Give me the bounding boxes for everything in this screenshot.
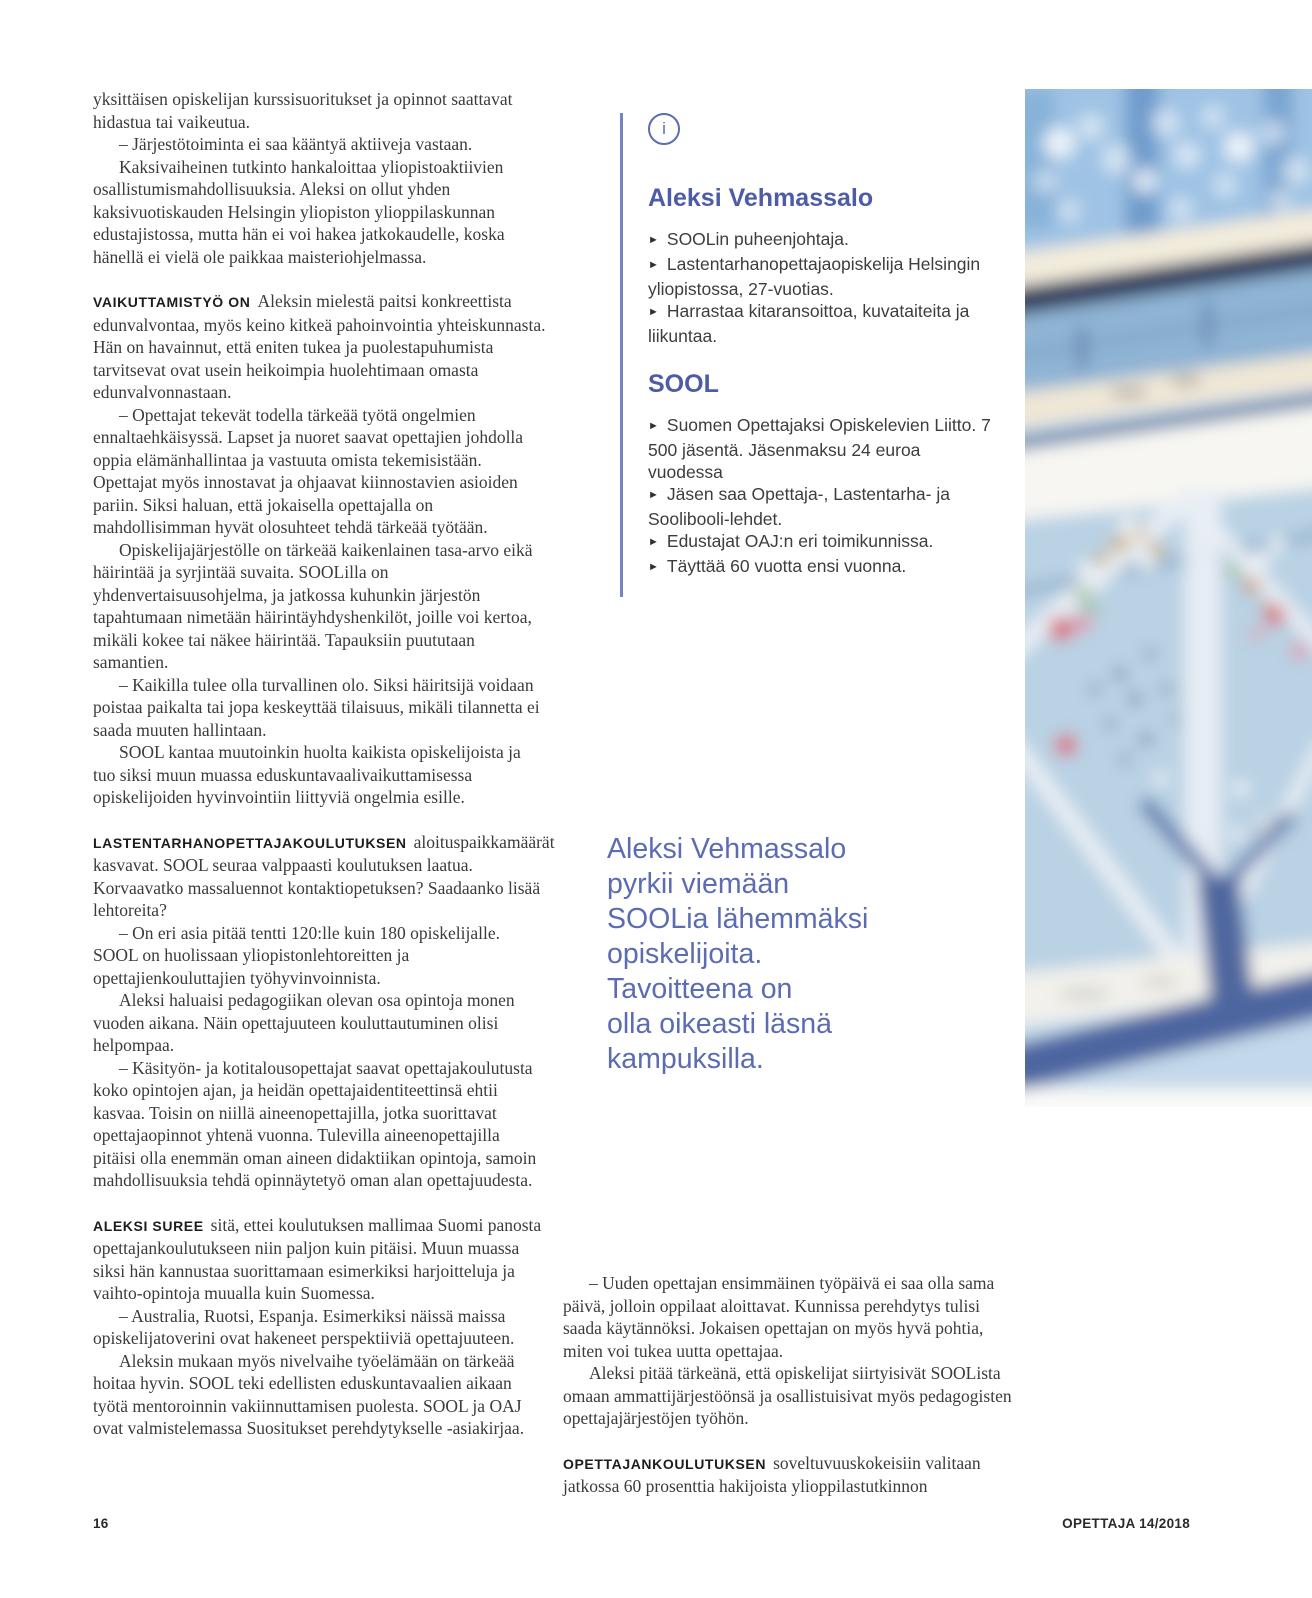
paragraph: Aleksi haluaisi pedagogiikan olevan osa opintoja monen vuoden aikana. Näin opettajuuteen kouluttautuminen olisi helpompaa. [93, 990, 515, 1055]
bullet-arrow-icon: ► [648, 561, 659, 573]
footer-magazine-issue: OPETTAJA 14/2018 [1062, 1516, 1190, 1531]
quote-line: Tavoitteena on [607, 973, 793, 1005]
paragraph [563, 1452, 1019, 1498]
info-bullet-list [648, 228, 1000, 347]
photo-illustration [1025, 89, 1312, 1107]
bullet-arrow-icon: ► [648, 420, 659, 432]
lead-in: OPETTAJANKOULUTUKSEN [563, 1455, 767, 1472]
page-footer [93, 1516, 1190, 1531]
paragraph: Aleksin mukaan myös nivelvaihe työelämään on tärkeää hoitaa hyvin. SOOL teki edellisten eduskuntavaalien aikaan työtä mentoroinnin vakiinnuttamisen puolesta. SOOL ja OAJ ovat valmistelemassa Suositukset perehdytykselle -asiakirjaa. [93, 1350, 525, 1438]
lead-in: ALEKSI SUREE [93, 1217, 204, 1234]
info-bullet [648, 228, 1000, 253]
article-photo [1025, 89, 1312, 1107]
info-box [620, 113, 1000, 597]
info-bullet [648, 483, 1000, 530]
paragraph [93, 1214, 546, 1305]
info-bullet [648, 530, 1000, 555]
paragraph: Opiskelijajärjestölle on tärkeää kaikenlainen tasa-arvo eikä häirintää ja syrjintää suvaita. SOOLilla on yhdenvertaisuusohjelma, ja jatkossa kuhunkin järjestön tapahtumaan nimetään häirintäyhdyshenkilöt, joille voi kertoa, mikäli kokee tai näkee häirintää. Tapauksiin puututaan samantien. [93, 539, 533, 672]
paragraph-text: Aleksin mielestä paitsi konkreettista edunvalvontaa, myös keino kitkeä pahoinvointia yhteiskunnasta. Hän on havainnut, että eniten tukea ja puolestapuhumista tarvitsevat ovat usein heikoimpia huolehtimaan omasta edunvalvonnastaan. [93, 291, 546, 402]
bullet-arrow-icon: ► [648, 489, 659, 501]
quote-line: olla oikeasti läsnä [607, 1008, 832, 1040]
left-column [93, 88, 555, 1440]
lead-in: LASTENTARHANOPETTAJAKOULUTUKSEN [93, 834, 407, 851]
footer-page-number: 16 [93, 1516, 109, 1531]
paragraph: – Käsityön- ja kotitalousopettajat saavat opettajakoulutusta koko opintojen ajan, ja heidän opettajaidentiteettinsä ehtii kasvaa. Toisin on niillä aineenopettajilla, jotka suorittavat opettajaopinnot yhtenä vuonna. Tulevilla aineenopettajilla pitäisi olla enemmän oman aineen didaktiikan opintoja, samoin mahdollisuuksia tehdä opinnäytetyö oman alan opettajuudesta. [93, 1057, 537, 1190]
paragraph [93, 831, 555, 922]
info-bullet [648, 555, 1000, 580]
info-bullet-text: Täyttää 60 vuotta ensi vuonna. [666, 556, 907, 576]
paragraph-text: sitä, ettei koulutuksen mallimaa Suomi panosta opettajankoulutukseen niin paljon kuin pitäisi. Muun muassa siksi hän kannustaa suorittamaan esimerkiksi harjoitteluja ja vaihto-opintoja muualla kuin Suomessa. [93, 1214, 542, 1303]
quote-line: Aleksi Vehmassalo [607, 833, 847, 865]
info-bullet-text: Suomen Opettajaksi Opiskelevien Liitto. 7 500 jäsentä. Jäsenmaksu 24 euroa vuodessa [648, 415, 991, 482]
right-column [563, 1272, 1019, 1498]
bullet-arrow-icon: ► [648, 259, 659, 271]
paragraph-text: soveltuvuuskokeisiin valitaan jatkossa 60 prosenttia hakijoista ylioppilastutkinnon [563, 1452, 981, 1496]
lead-in: VAIKUTTAMISTYÖ ON [93, 294, 251, 310]
paragraph: yksittäisen opiskelijan kurssisuoritukset ja opinnot saattavat hidastua tai vaikeutua. [93, 89, 513, 132]
info-bullet-list [648, 414, 1000, 580]
info-bullet [648, 414, 1000, 483]
paragraph: – Kaikilla tulee olla turvallinen olo. Siksi häiritsijä voidaan poistaa paikalta tai jopa keskeyttää tilaisuus, mikäli tilannetta ei saada muuten hallintaan. [93, 674, 540, 740]
info-bullet-text: SOOLin puheenjohtaja. [666, 229, 849, 249]
paragraph: – Järjestötoiminta ei saa kääntyä aktiiveja vastaan. [119, 134, 473, 154]
paragraph: – Opettajat tekevät todella tärkeää työtä ongelmien ennaltaehkäisyssä. Lapset ja nuoret saavat opettajien johdolla oppia elämänhallintaa ja vastuuta omista tekemisistään. Opettajat myös innostavat ja ohjaavat kiinnostavien asioiden pariin. Siksi haluan, että jokaisella opettajalla on mahdollisimman hyvät olosuhteet tehdä tärkeää työtään. [93, 404, 524, 537]
bullet-arrow-icon: ► [648, 536, 659, 548]
quote-line: kampuksilla. [607, 1043, 764, 1075]
info-box-title-organization: SOOL [648, 370, 719, 398]
quote-line: pyrkii viemään [607, 868, 790, 900]
paragraph-text: aloituspaikkamäärät kasvavat. SOOL seuraa valppaasti koulutuksen laatua. Korvaavatko massaluennot kontaktiopetuksen? Saadaanko lisää lehtoreita? [93, 831, 555, 920]
quote-line: opiskelijoita. [607, 938, 763, 970]
paragraph: SOOL kantaa muutoinkin huolta kaikista opiskelijoista ja tuo siksi muun muassa eduskuntavaalivaikuttamisessa opiskelijoiden hyvinvointiin liittyviä ongelmia esille. [93, 742, 521, 807]
bullet-arrow-icon: ► [648, 306, 659, 318]
pull-quote [607, 832, 1027, 1077]
info-icon [648, 113, 680, 145]
paragraph: – On eri asia pitää tentti 120:lle kuin 180 opiskelijalle. SOOL on huolissaan yliopistonlehtoreitten ja opettajienkouluttajien työhyvinvoinnista. [93, 922, 501, 988]
info-bullet-text: Jäsen saa Opettaja-, Lastentarha- ja Soolibooli-lehdet. [648, 484, 950, 529]
paragraph [93, 290, 546, 404]
paragraph: Kaksivaiheinen tutkinto hankaloittaa yliopistoaktiivien osallistumismahdollisuuksia. Aleksi on ollut yhden kaksivuotiskauden Helsingin yliopiston ylioppilaskunnan edustajistossa, mutta hän ei voi hakea jatkokaudelle, koska hänellä ei vielä ole paikkaa maisteriohjelmassa. [93, 156, 505, 267]
info-icon-glyph: i [662, 119, 666, 138]
info-bullet [648, 300, 1000, 347]
paragraph: Aleksi pitää tärkeänä, että opiskelijat siirtyisivät SOOLista omaan ammattijärjestöönsä ja osallistuisivat myös pedagogisten opettajajärjestöjen työhön. [563, 1363, 1012, 1428]
info-bullet-text: Edustajat OAJ:n eri toimikunnissa. [666, 531, 934, 551]
info-bullet-text: Harrastaa kitaransoittoa, kuvataiteita ja liikuntaa. [648, 301, 970, 346]
info-bullet-text: Lastentarhanopettajaopiskelija Helsingin yliopistossa, 27-vuotias. [648, 254, 981, 299]
paragraph: – Australia, Ruotsi, Espanja. Esimerkiksi näissä maissa opiskelijatoverini ovat hakeneet perspektiiviä opettajuuteen. [93, 1305, 515, 1348]
paragraph: – Uuden opettajan ensimmäinen työpäivä ei saa olla sama päivä, jolloin oppilaat aloittavat. Kunnissa perehdytys tulisi saada käytännöksi. Jokaisen opettajan on myös hyvä pohtia, miten voi tukea uutta opettajaa. [563, 1273, 995, 1361]
bullet-arrow-icon: ► [648, 234, 659, 246]
info-box-title-person: Aleksi Vehmassalo [648, 184, 874, 212]
quote-line: SOOLia lähemmäksi [607, 903, 869, 935]
info-bullet [648, 253, 1000, 300]
